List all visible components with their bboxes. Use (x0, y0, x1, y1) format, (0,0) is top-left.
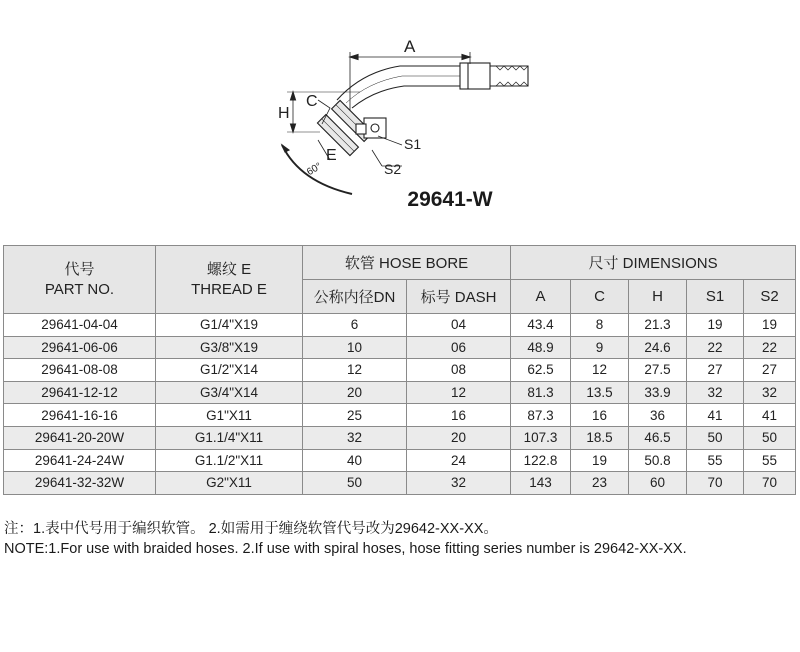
cell-thread: G2"X11 (156, 472, 303, 495)
cell-dn: 32 (303, 426, 407, 449)
header-thread-cn: 螺纹 E (206, 260, 252, 278)
cell-s1: 32 (687, 381, 744, 404)
header-dn: 公称内径DN (303, 280, 407, 314)
cell-dn: 50 (303, 472, 407, 495)
dim-label-s1: S1 (404, 136, 422, 152)
header-part-no (4, 246, 156, 314)
cell-s2: 27 (744, 359, 796, 382)
cell-dn: 40 (303, 449, 407, 472)
table-row (4, 404, 796, 427)
cell-thread: G3/8"X19 (156, 336, 303, 359)
cell-s2: 50 (744, 426, 796, 449)
dim-label-angle: 60° (305, 160, 324, 179)
cell-part-no: 29641-08-08 (4, 359, 156, 382)
cell-part-no: 29641-16-16 (4, 404, 156, 427)
cell-a: 143 (511, 472, 571, 495)
dim-label-s2: S2 (384, 161, 402, 177)
cell-a: 87.3 (511, 404, 571, 427)
table-row (4, 472, 796, 495)
cell-c: 18.5 (571, 426, 629, 449)
cell-h: 21.3 (629, 314, 687, 337)
cell-dn: 6 (303, 314, 407, 337)
cell-dash: 20 (407, 426, 511, 449)
cell-dash: 24 (407, 449, 511, 472)
cell-a: 62.5 (511, 359, 571, 382)
cell-dash: 32 (407, 472, 511, 495)
cell-c: 12 (571, 359, 629, 382)
cell-s1: 41 (687, 404, 744, 427)
cell-a: 48.9 (511, 336, 571, 359)
cell-c: 16 (571, 404, 629, 427)
header-hose-bore: 软管 HOSE BORE (303, 246, 511, 280)
dim-label-e: E (326, 147, 337, 164)
header-s1: S1 (687, 280, 744, 314)
cell-part-no: 29641-20-20W (4, 426, 156, 449)
cell-dn: 20 (303, 381, 407, 404)
cell-s1: 22 (687, 336, 744, 359)
cell-part-no: 29641-24-24W (4, 449, 156, 472)
cell-s2: 55 (744, 449, 796, 472)
cell-a: 122.8 (511, 449, 571, 472)
cell-s1: 70 (687, 472, 744, 495)
cell-part-no: 29641-32-32W (4, 472, 156, 495)
header-thread (156, 246, 303, 314)
cell-s2: 22 (744, 336, 796, 359)
cell-thread: G1/2"X14 (156, 359, 303, 382)
cell-part-no: 29641-04-04 (4, 314, 156, 337)
cell-c: 23 (571, 472, 629, 495)
dim-label-a: A (404, 37, 416, 56)
spec-table-body (4, 314, 796, 495)
cell-s2: 32 (744, 381, 796, 404)
cell-thread: G1/4"X19 (156, 314, 303, 337)
table-row (4, 381, 796, 404)
cell-h: 60 (629, 472, 687, 495)
cell-dn: 25 (303, 404, 407, 427)
cell-dash: 16 (407, 404, 511, 427)
cell-h: 50.8 (629, 449, 687, 472)
note-english: NOTE:1.For use with braided hoses. 2.If use with spiral hoses, hose fitting series number is 29642-XX-XX. (4, 541, 687, 557)
cell-s1: 19 (687, 314, 744, 337)
table-row (4, 449, 796, 472)
cell-s2: 41 (744, 404, 796, 427)
header-part-cn: 代号 (64, 260, 95, 278)
cell-c: 19 (571, 449, 629, 472)
table-row (4, 314, 796, 337)
cell-a: 107.3 (511, 426, 571, 449)
header-h: H (629, 280, 687, 314)
cell-c: 9 (571, 336, 629, 359)
cell-dash: 08 (407, 359, 511, 382)
header-a: A (511, 280, 571, 314)
cell-c: 13.5 (571, 381, 629, 404)
cell-dash: 12 (407, 381, 511, 404)
note-chinese: 注：1.表中代号用于编织软管。 2.如需用于缠绕软管代号改为29642-XX-XX。 (4, 521, 498, 537)
cell-a: 81.3 (511, 381, 571, 404)
cell-h: 33.9 (629, 381, 687, 404)
cell-s2: 19 (744, 314, 796, 337)
cell-s1: 27 (687, 359, 744, 382)
cell-dash: 06 (407, 336, 511, 359)
header-dash: 标号 DASH (407, 280, 511, 314)
cell-a: 43.4 (511, 314, 571, 337)
table-row (4, 336, 796, 359)
model-title: 29641-W (407, 188, 493, 211)
header-c: C (571, 280, 629, 314)
table-row (4, 426, 796, 449)
cell-s2: 70 (744, 472, 796, 495)
cell-h: 46.5 (629, 426, 687, 449)
cell-s1: 50 (687, 426, 744, 449)
cell-c: 8 (571, 314, 629, 337)
table-row (4, 359, 796, 382)
cell-dash: 04 (407, 314, 511, 337)
cell-h: 36 (629, 404, 687, 427)
spec-table (3, 245, 796, 495)
header-dimensions: 尺寸 DIMENSIONS (511, 246, 796, 280)
header-part-en: PART NO. (44, 280, 115, 298)
dim-label-c: C (306, 93, 318, 110)
cell-dn: 12 (303, 359, 407, 382)
cell-dn: 10 (303, 336, 407, 359)
cell-thread: G1"X11 (156, 404, 303, 427)
header-thread-en: THREAD E (191, 280, 267, 298)
cell-thread: G3/4"X14 (156, 381, 303, 404)
cell-part-no: 29641-12-12 (4, 381, 156, 404)
header-s2: S2 (744, 280, 796, 314)
cell-h: 24.6 (629, 336, 687, 359)
cell-thread: G1.1/2"X11 (156, 449, 303, 472)
dim-label-h: H (278, 105, 290, 122)
cell-s1: 55 (687, 449, 744, 472)
cell-thread: G1.1/4"X11 (156, 426, 303, 449)
cell-h: 27.5 (629, 359, 687, 382)
cell-part-no: 29641-06-06 (4, 336, 156, 359)
